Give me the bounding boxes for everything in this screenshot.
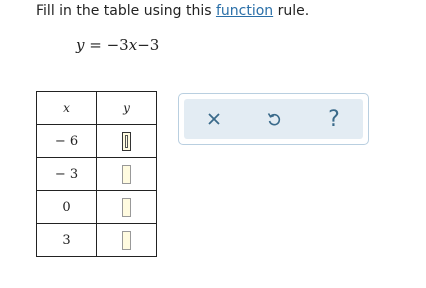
y-cell: [97, 191, 157, 224]
instruction-prefix: Fill in the table using this: [36, 3, 216, 19]
y-cell: [97, 158, 157, 191]
y-cell: [97, 125, 157, 158]
y-cell: [97, 224, 157, 257]
table-header-row: [37, 92, 157, 125]
header-y: y: [97, 92, 157, 125]
x-value: 3: [37, 224, 97, 257]
table-row: [37, 125, 157, 158]
function-table: [36, 91, 157, 257]
header-x: x: [37, 92, 97, 125]
answer-toolbar: [178, 93, 369, 145]
y-answer-input[interactable]: [122, 165, 131, 184]
x-value: 0: [37, 191, 97, 224]
toolbar-inner: [184, 99, 363, 139]
function-link[interactable]: function: [215, 3, 274, 19]
function-rule: [76, 36, 159, 54]
help-button[interactable]: [304, 99, 364, 139]
equation-constant: −3: [137, 36, 160, 54]
equation-equals: =: [84, 36, 107, 54]
equation-lhs: y: [76, 36, 85, 54]
undo-icon: [266, 111, 282, 127]
equation-variable: x: [128, 36, 138, 54]
table-row: [37, 191, 157, 224]
table-row: [37, 158, 157, 191]
help-icon: ?: [328, 106, 340, 132]
y-answer-input[interactable]: [122, 198, 131, 217]
close-icon: [207, 112, 221, 126]
y-answer-input[interactable]: [122, 132, 131, 151]
table-row: [37, 224, 157, 257]
equation-coefficient: −3: [106, 36, 129, 54]
undo-button[interactable]: [244, 99, 304, 139]
instruction-suffix: rule.: [273, 3, 310, 19]
instruction-text: [36, 3, 309, 19]
x-value: − 6: [37, 125, 97, 158]
clear-button[interactable]: [184, 99, 244, 139]
x-value: − 3: [37, 158, 97, 191]
y-answer-input[interactable]: [122, 231, 131, 250]
